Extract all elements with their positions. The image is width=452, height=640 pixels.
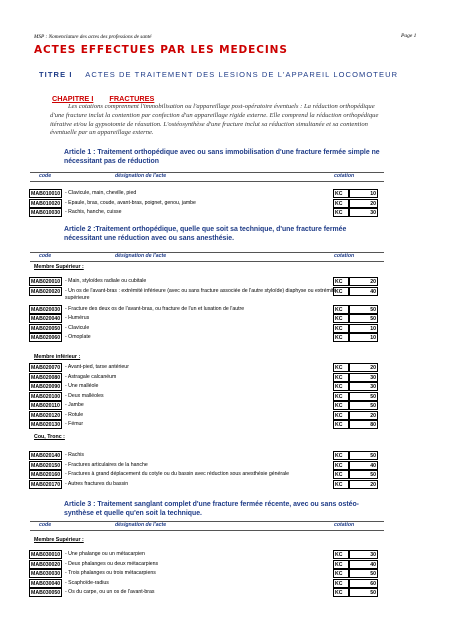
table-row [29,333,378,342]
column-designation: désignation de l'acte [115,253,167,259]
cotation-value: 80 [349,420,378,429]
act-code: MAB020060 [31,335,61,341]
act-code: MAB020150 [31,462,61,469]
act-designation: - Fractures articulaires de la hanche [65,461,148,468]
cotation-letter: KC [333,363,349,372]
cotation-value: 60 [349,579,378,588]
table-row [29,199,378,208]
table-row [29,363,378,372]
cotation-value: 40 [349,560,378,569]
cotation-value: 40 [349,287,378,296]
table-row [29,287,378,301]
act-code: MAB030040 [31,580,61,587]
act-code: MAB020160 [31,472,61,478]
table-row [29,569,378,578]
act-designation: - Avant-pied, tarse antérieur [65,364,129,370]
article-title: Article 3 : Traitement sanglant complet d'une fracture fermée récente, avec ou sans ostéo-synthèse et quelle qu'en soit la technique. [64,501,359,517]
cotation-letter: KC [333,314,349,323]
group-heading: Membre inférieur : [34,354,81,360]
cotation-letter: KC [333,588,349,597]
cotation-letter: KC [333,461,349,470]
cotation-letter: KC [333,392,349,401]
act-code: MAB020040 [31,316,61,322]
cotation-value: 10 [349,324,378,333]
column-cotation: cotation [334,522,355,528]
act-code: MAB030020 [31,561,61,568]
titre-text: ACTES DE TRAITEMENT DES LESIONS DE L'APPAREIL LOCOMOTEUR [85,70,399,79]
table-row [29,324,378,333]
table-row [29,451,378,460]
act-code: MAB020080 [31,374,61,381]
cotation-letter: KC [333,411,349,420]
act-designation: - Scaphoïde-radius [65,579,109,586]
act-designation: - Deux phalanges ou deux métacarpiens [65,560,159,567]
table-row [29,461,378,470]
cotation-value: 20 [349,363,378,372]
act-designation: - Deux malléoles [65,392,104,399]
act-designation: - Os du carpe, ou un os de l'avant-bras [65,589,155,595]
section-title [39,70,398,79]
table-row [29,579,378,588]
act-code: MAB020030 [31,306,61,313]
act-designation: - Rachis [65,452,85,458]
page-number: Page 1 [401,33,417,39]
divider [30,521,384,522]
column-designation: désignation de l'acte [115,522,167,528]
group-heading: Cou, Tronc : [34,434,65,440]
cotation-value: 10 [349,333,378,342]
table-row [29,314,378,323]
cotation-value: 50 [349,569,378,578]
intro-paragraph: Les cotations comprennent l'immobilisation ou l'appareillage post-opératoire éventuels : La réduction orthopédique d'une fracture inclut la contention par confection d'un appareillage rigide externe. Elle comprend la réduction orthopédique itérative et/ou la gypsotomie de réaxation. L'ostéosynthèse d'une fracture inclut sa réduction simultanée et sa contention éventuelle par un appareillage externe. [50,103,379,137]
table-row [29,411,378,420]
column-code: code [39,173,52,179]
act-designation: - Une phalange ou un métacarpien [65,551,145,557]
cotation-letter: KC [333,333,349,342]
act-designation: - Un os de l'avant-bras : extrémité inférieure (avec ou sans fracture associée de l'autre styloïde) diaphyse ou extrémité supérieure [65,287,337,301]
act-code: MAB020090 [31,384,61,390]
table-row [29,382,378,391]
table-row [29,588,378,597]
table-row [29,470,378,479]
act-code: MAB020130 [31,422,61,428]
act-code: MAB010020 [31,200,61,207]
table-row [29,373,378,382]
article-title: Article 2 :Traitement orthopédique, quelle que soit sa technique, d'une fracture fermée nécessitant une réduction avec ou sans anesthésie. [64,226,347,242]
cotation-letter: KC [333,420,349,429]
cotation-value: 20 [349,277,378,286]
act-code: MAB020020 [31,288,61,295]
act-designation: - Astragale calcanéum [65,373,117,380]
chapter-text: FRACTURES [109,94,155,103]
cotation-letter: KC [333,560,349,569]
act-designation: - Fracture des deux os de l'avant-bras, ou fracture de l'un et luxation de l'autre [65,305,245,312]
cotation-value: 20 [349,411,378,420]
cotation-value: 30 [349,208,378,217]
act-code: MAB030050 [31,590,61,596]
cotation-value: 30 [349,382,378,391]
act-code: MAB020110 [29,401,62,410]
cotation-letter: KC [333,401,349,410]
table-row [29,550,378,559]
cotation-letter: KC [333,277,349,286]
divider [30,530,384,531]
act-code: MAB020010 [31,279,61,285]
act-designation: - Fractures à grand déplacement du cotyle ou du bassin avec réduction sous anesthésie générale [65,471,290,477]
group-heading: Membre Supérieur : [34,537,84,543]
cotation-value: 30 [349,373,378,382]
cotation-letter: KC [333,199,349,208]
cotation-letter: KC [333,569,349,578]
column-header [30,522,385,530]
table-row [29,401,378,410]
act-code: MAB020100 [31,393,61,400]
cotation-letter: KC [333,373,349,382]
chapter-title [52,94,170,103]
cotation-letter: KC [333,305,349,314]
cotation-value: 50 [349,392,378,401]
act-code: MAB030030 [31,571,61,577]
cotation-letter: KC [333,451,349,460]
act-code: MAB030010 [31,552,61,558]
act-designation: - Fémur [65,421,84,427]
divider [30,181,384,182]
cotation-value: 30 [349,550,378,559]
cotation-letter: KC [333,324,349,333]
act-code: MAB010030 [31,210,61,216]
act-designation: - Clavicule [65,324,90,331]
cotation-value: 50 [349,470,378,479]
page-title: ACTES EFFECTUES PAR LES MEDECINS [34,44,288,56]
act-code: MAB020050 [31,325,61,332]
cotation-letter: KC [333,208,349,217]
cotation-letter: KC [333,579,349,588]
column-cotation: cotation [334,173,355,179]
table-row [29,189,378,198]
column-header [30,253,385,261]
table-row [29,208,378,217]
act-designation: - Epaule, bras, coude, avant-bras, poignet, genou, jambe [65,199,196,206]
act-designation: - Rotule [65,411,84,418]
cotation-value: 20 [349,199,378,208]
cotation-letter: KC [333,550,349,559]
act-designation: - Trois phalanges ou trois métacarpiens [65,570,156,576]
chapter-label: CHAPITRE I [52,94,94,103]
cotation-value: 50 [349,314,378,323]
column-cotation: cotation [334,253,355,259]
divider [30,172,384,173]
cotation-letter: KC [333,382,349,391]
cotation-value: 50 [349,451,378,460]
act-designation: - Une malléole [65,383,99,389]
cotation-letter: KC [333,287,349,296]
act-code: MAB010010 [31,191,61,197]
act-code: MAB020120 [31,412,61,419]
titre-label: TITRE I [39,70,73,79]
table-row [29,420,378,429]
table-row [29,277,378,286]
column-header [30,173,385,181]
column-code: code [39,253,52,259]
cotation-value: 10 [349,189,378,198]
act-designation: - Rachis, hanche, cuisse [65,209,122,215]
act-code: MAB020140 [31,453,61,459]
column-code: code [39,522,52,528]
divider [30,261,384,262]
table-row [29,480,378,489]
table-row [29,560,378,569]
running-header: MSP : Nomenclature des actes des professions de santé [34,34,152,40]
act-designation: - Humérus [65,315,90,321]
act-code: MAB020170 [31,481,61,488]
cotation-letter: KC [333,480,349,489]
cotation-value: 40 [349,461,378,470]
cotation-letter: KC [333,189,349,198]
cotation-letter: KC [333,470,349,479]
column-designation: désignation de l'acte [115,173,167,179]
table-row [29,305,378,314]
act-designation: - Omoplate [65,334,91,340]
act-code: MAB020070 [31,365,61,371]
act-designation: - Autres fractures du bassin [65,480,129,487]
article-title: Article 1 : Traitement orthopédique avec ou sans immobilisation d'une fracture fermée simple ne nécessitant pas de réduction [64,149,380,165]
act-designation: - Main, styloïdes radiale ou cubitale [65,278,147,284]
group-heading: Membre Supérieur : [34,264,84,270]
divider [30,252,384,253]
cotation-value: 50 [349,588,378,597]
table-row [29,392,378,401]
cotation-value: 50 [349,401,378,410]
cotation-value: 20 [349,480,378,489]
act-designation: - Jambe [65,402,84,408]
cotation-value: 50 [349,305,378,314]
act-designation: - Clavicule, main, cheville, pied [65,190,137,196]
